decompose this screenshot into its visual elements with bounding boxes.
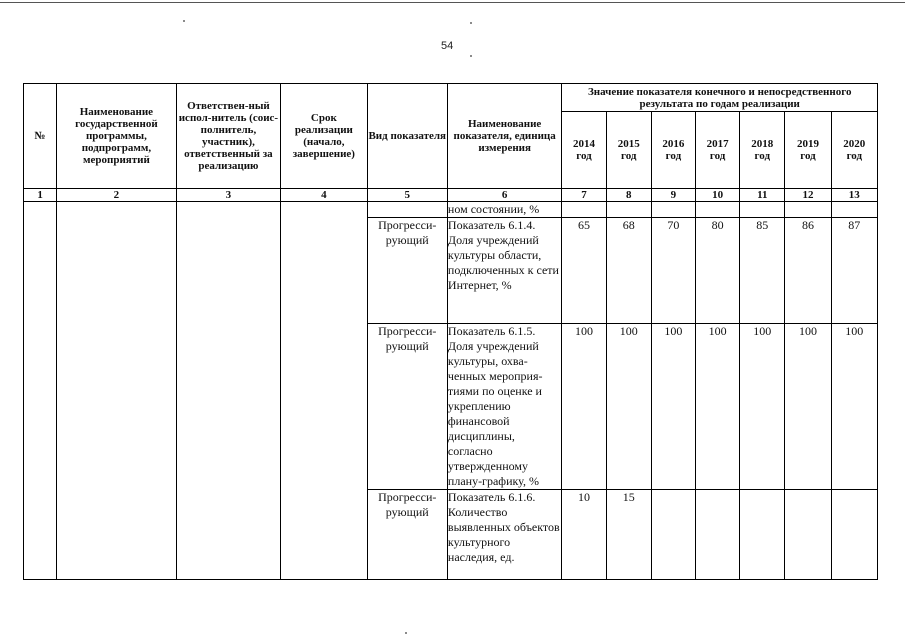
header-period: Срок реализации (начало, завершение) <box>281 84 367 189</box>
cell-value <box>740 490 785 580</box>
cell-value: 100 <box>696 324 740 490</box>
cell-value: 100 <box>606 324 651 490</box>
cell-value <box>651 202 695 218</box>
continuation-row <box>24 202 878 218</box>
cell-number <box>24 202 57 580</box>
cell-indicator-name: Показатель 6.1.4. Доля учреждений культуры области, подключенных к сети Интернет, % <box>447 218 562 324</box>
year-label: 2015 <box>617 138 640 150</box>
cell-indicator-type: Прогресси-рующий <box>367 324 447 490</box>
header-year-2019 <box>785 112 831 189</box>
year-unit: год <box>709 150 726 162</box>
header-year-2020 <box>831 112 877 189</box>
cell-value: 87 <box>831 218 877 324</box>
indicator-table <box>23 83 878 580</box>
cell-value <box>831 202 877 218</box>
cell-value: 86 <box>785 218 831 324</box>
page-top-edge <box>0 2 905 3</box>
year-unit: год <box>800 150 816 162</box>
cell-period <box>281 202 367 580</box>
column-number: 12 <box>785 189 831 202</box>
cell-indicator-type: Прогресси-рующий <box>367 218 447 324</box>
header-year-2018 <box>740 112 785 189</box>
cell-value: 100 <box>651 324 695 490</box>
cell-value: 85 <box>740 218 785 324</box>
year-unit: год <box>754 150 771 162</box>
cell-value: 15 <box>606 490 651 580</box>
header-executor: Ответствен-ный испол-нитель (соис-полнитель, участник), ответственный за реализацию <box>176 84 280 189</box>
column-number: 3 <box>176 189 280 202</box>
scan-speck <box>470 22 472 24</box>
year-label: 2016 <box>662 138 685 150</box>
cell-value: 68 <box>606 218 651 324</box>
scan-speck <box>183 20 185 22</box>
cell-indicator-name: Показатель 6.1.6. Количество выявленных объектов культурного наследия, ед. <box>447 490 562 580</box>
scan-speck <box>405 632 407 634</box>
column-number: 4 <box>281 189 367 202</box>
cell-continuation: ном состоянии, % <box>447 202 562 218</box>
cell-value: 10 <box>562 490 606 580</box>
cell-value <box>785 490 831 580</box>
header-year-2016 <box>651 112 695 189</box>
header-year-2014 <box>562 112 606 189</box>
header-year-2017 <box>696 112 740 189</box>
column-number: 11 <box>740 189 785 202</box>
cell-indicator-name: Показатель 6.1.5. Доля учреждений культуры, охва-ченных мероприя-тиями по оценке и укреплению финансовой дисциплины, согласно утвержденному плану-графику, % <box>447 324 562 490</box>
cell-program-name <box>57 202 177 580</box>
year-unit: год <box>620 150 637 162</box>
column-number: 9 <box>651 189 695 202</box>
year-label: 2019 <box>796 138 819 150</box>
cell-value <box>696 202 740 218</box>
cell-value: 100 <box>785 324 831 490</box>
column-number: 7 <box>562 189 606 202</box>
cell-value <box>785 202 831 218</box>
cell-value <box>831 490 877 580</box>
cell-value: 100 <box>740 324 785 490</box>
column-number: 6 <box>447 189 562 202</box>
cell-value: 100 <box>831 324 877 490</box>
cell-indicator-type: Прогресси-рующий <box>367 490 447 580</box>
cell-value <box>651 490 695 580</box>
page-number: 54 <box>441 40 454 52</box>
column-number: 2 <box>57 189 177 202</box>
year-label: 2014 <box>573 138 596 150</box>
scan-speck <box>470 55 472 57</box>
header-values-group: Значение показателя конечного и непосредственного результата по годам реализации <box>562 84 878 112</box>
year-unit: год <box>846 150 863 162</box>
cell-value <box>740 202 785 218</box>
year-label: 2017 <box>706 138 729 150</box>
column-numbers-row <box>24 189 878 202</box>
cell-executor <box>176 202 280 580</box>
header-program-name: Наименование государственной программы, подпрограмм, мероприятий <box>57 84 177 189</box>
year-label: 2020 <box>843 138 866 150</box>
cell-value: 100 <box>562 324 606 490</box>
cell-value <box>562 202 606 218</box>
cell-value: 80 <box>696 218 740 324</box>
cell-value <box>696 490 740 580</box>
column-number: 5 <box>367 189 447 202</box>
cell-type-empty <box>367 202 447 218</box>
column-number: 13 <box>831 189 877 202</box>
header-indicator-name: Наименование показателя, единица измерения <box>447 84 562 189</box>
header-indicator-type: Вид показателя <box>367 84 447 189</box>
column-number: 8 <box>606 189 651 202</box>
column-number: 10 <box>696 189 740 202</box>
column-number: 1 <box>24 189 57 202</box>
year-unit: год <box>576 150 592 162</box>
cell-value <box>606 202 651 218</box>
cell-value: 65 <box>562 218 606 324</box>
header-year-2015 <box>606 112 651 189</box>
year-label: 2018 <box>751 138 774 150</box>
year-unit: год <box>665 150 682 162</box>
header-number: № <box>24 84 57 189</box>
cell-value: 70 <box>651 218 695 324</box>
